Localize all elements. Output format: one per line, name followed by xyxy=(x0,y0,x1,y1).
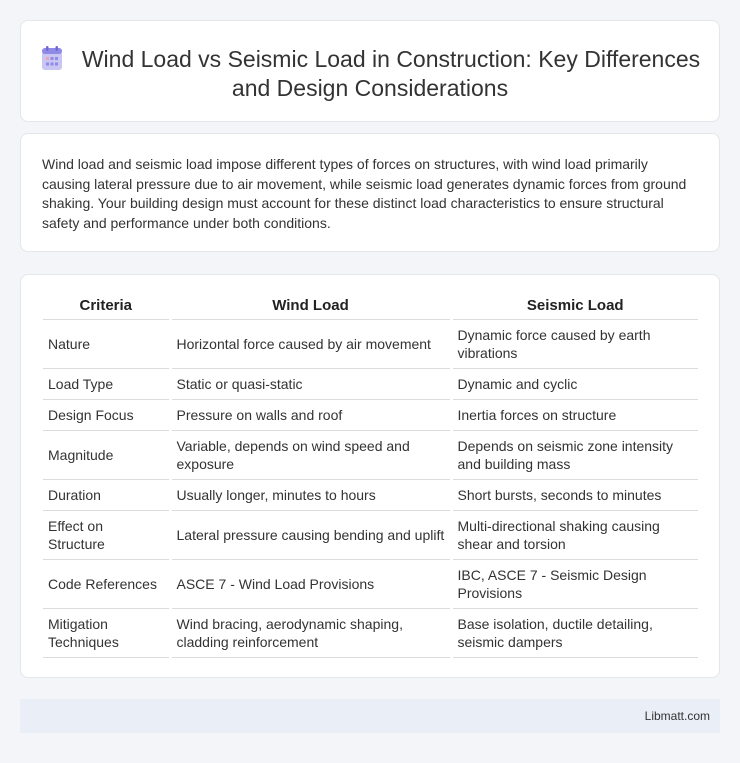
row-label: Load Type xyxy=(43,368,170,399)
row-label: Code References xyxy=(43,559,170,608)
footer-bar xyxy=(20,699,720,733)
table-header-row xyxy=(43,293,698,319)
intro-paragraph: Wind load and seismic load impose different types of forces on structures, with wind load primarily causing lateral pressure due to air movement, while seismic load generates dynamic forces from ground shaking. Your building design must account for these distinct load characteristics to ensure structural safety and performance under both conditions. xyxy=(42,156,687,231)
intro-card xyxy=(20,133,720,252)
row-label: Design Focus xyxy=(43,399,170,430)
seismic-load-cell: Dynamic and cyclic xyxy=(451,368,698,399)
table-row xyxy=(43,510,698,559)
row-label: Duration xyxy=(43,479,170,510)
seismic-load-cell: Base isolation, ductile detailing, seismic dampers xyxy=(451,608,698,657)
wind-load-cell: ASCE 7 - Wind Load Provisions xyxy=(170,559,451,608)
wind-load-cell: Lateral pressure causing bending and uplift xyxy=(170,510,451,559)
title-wrap xyxy=(21,45,719,103)
seismic-load-cell: Short bursts, seconds to minutes xyxy=(451,479,698,510)
comparison-table xyxy=(43,293,698,658)
row-label: Nature xyxy=(43,319,170,368)
wind-load-cell: Usually longer, minutes to hours xyxy=(170,479,451,510)
header-card xyxy=(20,20,720,122)
seismic-load-cell: Multi-directional shaking causing shear and torsion xyxy=(451,510,698,559)
table-row xyxy=(43,559,698,608)
seismic-load-cell: IBC, ASCE 7 - Seismic Design Provisions xyxy=(451,559,698,608)
comparison-card xyxy=(20,274,720,678)
row-label: Mitigation Techniques xyxy=(43,608,170,657)
wind-load-cell: Horizontal force caused by air movement xyxy=(170,319,451,368)
table-row xyxy=(43,479,698,510)
wind-load-cell: Variable, depends on wind speed and exposure xyxy=(170,430,451,479)
seismic-load-cell: Inertia forces on structure xyxy=(451,399,698,430)
page-title xyxy=(21,45,719,103)
column-header-wind-load: Wind Load xyxy=(170,293,451,319)
wind-load-cell: Static or quasi-static xyxy=(170,368,451,399)
column-header-seismic-load: Seismic Load xyxy=(451,293,698,319)
document-icon xyxy=(40,45,64,71)
table-row xyxy=(43,368,698,399)
table-row xyxy=(43,319,698,368)
footer-brand: Libmatt.com xyxy=(644,709,710,723)
column-header-criteria: Criteria xyxy=(43,293,170,319)
row-label: Magnitude xyxy=(43,430,170,479)
page-title-text: Wind Load vs Seismic Load in Construction: Key Differences and Design Considerations xyxy=(81,46,701,101)
table-row xyxy=(43,430,698,479)
seismic-load-cell: Dynamic force caused by earth vibrations xyxy=(451,319,698,368)
wind-load-cell: Wind bracing, aerodynamic shaping, cladding reinforcement xyxy=(170,608,451,657)
table-row xyxy=(43,399,698,430)
seismic-load-cell: Depends on seismic zone intensity and building mass xyxy=(451,430,698,479)
wind-load-cell: Pressure on walls and roof xyxy=(170,399,451,430)
row-label: Effect on Structure xyxy=(43,510,170,559)
table-row xyxy=(43,608,698,657)
